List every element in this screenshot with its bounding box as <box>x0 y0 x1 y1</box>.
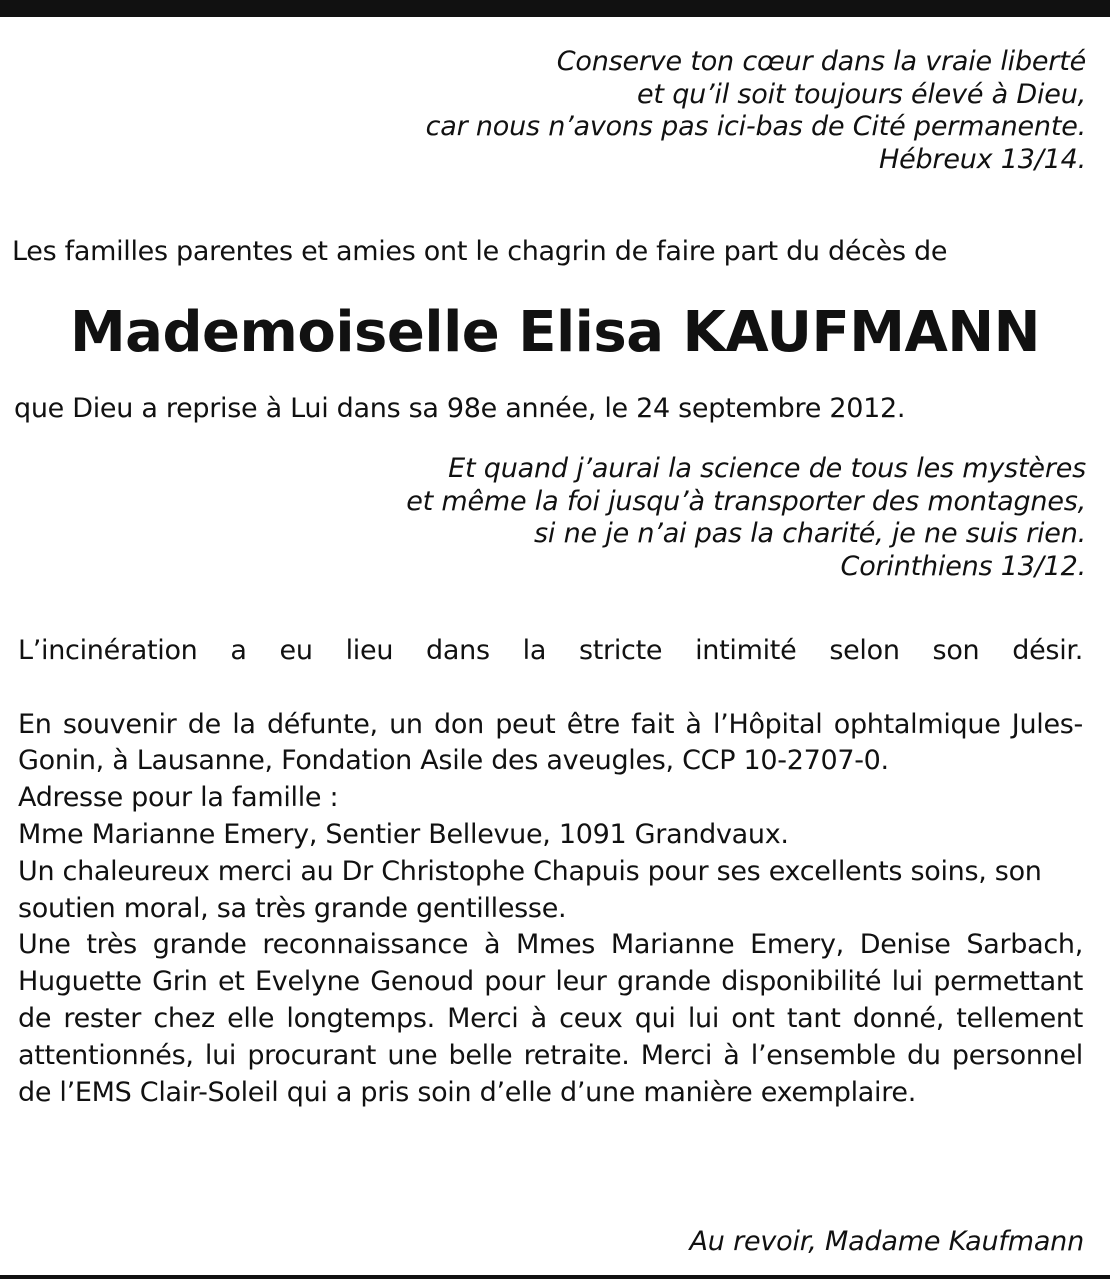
epigraph-reference: Hébreux 13/14. <box>878 143 1086 175</box>
top-border-rule <box>0 0 1110 17</box>
epigraph-hebrews <box>426 46 1086 176</box>
epigraph-line: Et quand j’aurai la science de tous les mystères <box>448 453 1086 484</box>
epigraph-line: si ne je n’ai pas la charité, je ne suis rien. <box>534 518 1086 549</box>
epigraph-corinthians <box>406 453 1086 583</box>
epigraph-line: car nous n’avons pas ici-bas de Cité permanente. <box>425 111 1086 142</box>
family-address: Mme Marianne Emery, Sentier Bellevue, 1091 Grandvaux. <box>18 818 789 850</box>
thanks-doctor-paragraph: Un chaleureux merci au Dr Christophe Chapuis pour ses excellents soins, son soutien moral, sa très grande gentillesse. <box>18 855 1042 924</box>
epigraph-line: Conserve ton cœur dans la vraie liberté <box>556 46 1086 77</box>
thanks-caregivers-paragraph: Une très grande reconnaissance à Mmes Marianne Emery, Denise Sarbach, Huguette Grin et Evelyne Genoud pour leur grande disponibilité lui permettant de rester chez elle longtemps. Merci à ceux qui lui ont tant donné, tellement attentionnés, lui procurant une belle retraite. Merci à l’ensemble du personnel de l’EMS Clair-Soleil qui a pris soin d’elle d’une manière exemplaire. <box>18 929 1083 1108</box>
death-statement: que Dieu a reprise à Lui dans sa 98e année, le 24 septembre 2012. <box>14 393 906 424</box>
announcement-body <box>18 633 1083 1111</box>
deceased-name: Mademoiselle Elisa KAUFMANN <box>69 300 1041 365</box>
closing-farewell: Au revoir, Madame Kaufmann <box>689 1226 1084 1257</box>
epigraph-line: et qu’il soit toujours élevé à Dieu, <box>637 78 1086 110</box>
bottom-border-rule <box>0 1275 1110 1279</box>
cremation-paragraph: L’incinération a eu lieu dans la stricte intimité selon son désir. <box>18 635 1083 666</box>
epigraph-reference: Corinthiens 13/12. <box>840 550 1086 582</box>
donation-paragraph: En souvenir de la défunte, un don peut être fait à l’Hôpital ophtalmique Jules-Gonin, à Lausanne, Fondation Asile des aveugles, CCP 10-2707-0. <box>18 708 1083 777</box>
address-label: Adresse pour la famille : <box>18 782 339 814</box>
epigraph-line: et même la foi jusqu’à transporter des montagnes, <box>406 485 1086 517</box>
announcement-intro: Les familles parentes et amies ont le chagrin de faire part du décès de <box>12 236 948 267</box>
